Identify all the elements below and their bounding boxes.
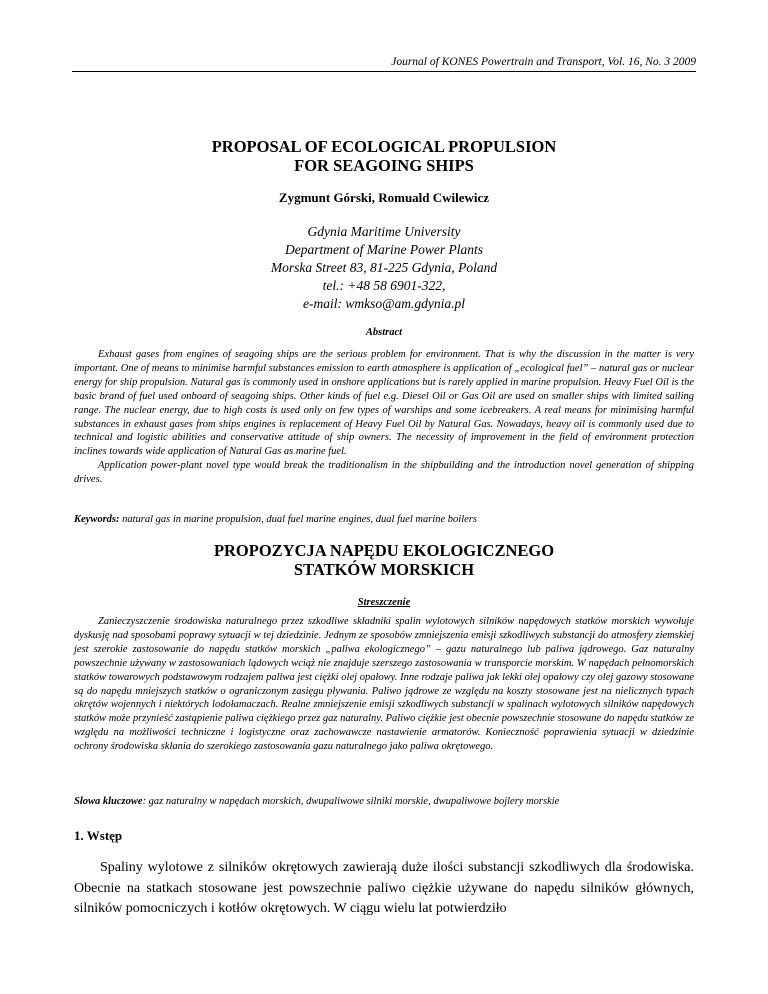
journal-header: Journal of KONES Powertrain and Transport, Vol. 16, No. 3 2009 <box>72 56 696 72</box>
abstract-heading: Abstract <box>365 327 403 338</box>
affiliation <box>72 223 696 313</box>
paper-title-line-2: FOR SEAGOING SHIPS <box>294 156 474 175</box>
affiliation-department: Department of Marine Power Plants <box>285 242 483 257</box>
affiliation-email: e-mail: wmkso@am.gdynia.pl <box>302 296 466 311</box>
polish-abstract-paragraph: Zanieczyszczenie środowiska naturalnego przez szkodliwe składniki spalin wylotowych silników napędowych statków morskich wywołuje dyskusję nad sposobami poprawy sytuacji w tej dziedzinie. Jednym ze sposobów zmniejszenia emisji szkodliwych substancji do atmosfery ziemskiej jest szerokie zastosowanie do napędu statków morskich „paliwa ekologicznego” – gazu naturalnego lub paliwa jądrowego. Gaz naturalny powszechnie używany w zastosowaniach lądowych wciąż nie znajduje szerszego zastosowania w transporcie morskim. W napędach pełnomorskich statków towarowych podstawowym rodzajem paliwa jest ciężki olej opałowy. Inne rodzaje paliwa jak lekki olej opałowy czy olej gazowy stosowane są do napędu mniejszych statków o ograniczonym zasięgu pływania. Paliwo jądrowe ze względu na koszty stosowane jest na nielicznych typach okrętów wojennych i niektórych lodołamaczach. Realne zmniejszenie emisji szkodliwych substancji w spalinach wylotowych silników napędowych statków może przynieść zastąpienie paliwa ciężkiego przez gaz naturalny. Paliwo ciężkie jest obecnie powszechnie stosowane do napędu statków ze względu na możliwości techniczne i logistyczne oraz zachowawcze nastawienie armatorów. Konieczność poprawienia sytuacji w dziedzinie ochrony środowiska skłania do szerokiego zastosowania gazu naturalnego jako paliwa okrętowego. <box>74 616 694 753</box>
section-paragraph: Spaliny wylotowe z silników okrętowych zawierają duże ilości substancji szkodliwych dla środowiska. Obecnie na statkach stosowane jest powszechnie paliwo ciężkie używane do napędu silników głównych, silników pomocniczych i kotłów okrętowych. W ciągu wielu lat potwierdziło <box>74 860 694 916</box>
abstract-body <box>74 348 694 487</box>
polish-abstract-heading: Streszczenie <box>357 597 411 608</box>
polish-title-line-1: PROPOZYCJA NAPĘDU EKOLOGICZNEGO <box>213 541 555 560</box>
polish-keywords <box>74 796 694 807</box>
keywords <box>74 514 694 525</box>
abstract-paragraph-2: Application power-plant novel type would break the traditionalism in the shipbuilding and the introduction novel generation of shipping drives. <box>74 460 694 486</box>
polish-keywords-label: Słowa kluczowe <box>74 796 143 807</box>
section-body <box>74 858 694 920</box>
affiliation-university: Gdynia Maritime University <box>307 224 461 239</box>
keywords-text: natural gas in marine propulsion, dual fuel marine engines, dual fuel marine boilers <box>122 514 477 525</box>
affiliation-phone: tel.: +48 58 6901-322, <box>322 278 446 293</box>
section-heading: 1. Wstęp <box>74 828 123 843</box>
keywords-label: Keywords: <box>74 514 120 525</box>
polish-keywords-text: : gaz naturalny w napędach morskich, dwupaliwowe silniki morskie, dwupaliwowe bojlery morskie <box>142 796 560 807</box>
polish-abstract-body <box>74 615 694 754</box>
polish-title <box>72 541 696 579</box>
paper-title <box>72 137 696 175</box>
paper-title-line-1: PROPOSAL OF ECOLOGICAL PROPULSION <box>211 137 557 156</box>
abstract-paragraph-1: Exhaust gases from engines of seagoing ships are the serious problem for environment. That is why the discussion in the matter is very important. One of means to minimise harmful substances emission to earth atmosphere is application of „ecological fuel” – natural gas or nuclear energy for ship propulsion. Natural gas is commonly used in onshore applications but is rarely applied in marine propulsion. Heavy Fuel Oil is the basic brand of fuel used onboard of seagoing ships. Other kinds of fuel e.g. Diesel Oil or Gas Oil are used on smaller ships with limited sailing range. The nuclear energy, due to high costs is used only on few types of warships and some icebreakers. A real means for minimising harmful substances in exhaust gases from ships engines is replacement of Heavy Fuel Oil by Natural Gas. Nowadays, heavy oil is commonly used due to technical and logistic abilities and conservative attitude of ship owners. The necessity of improvement in the field of environment protection inclines towards wide application of Natural Gas as marine fuel. <box>74 349 694 458</box>
affiliation-address: Morska Street 83, 81-225 Gdynia, Poland <box>270 260 498 275</box>
authors: Zygmunt Górski, Romuald Cwilewicz <box>278 190 490 205</box>
polish-title-line-2: STATKÓW MORSKICH <box>293 560 475 579</box>
